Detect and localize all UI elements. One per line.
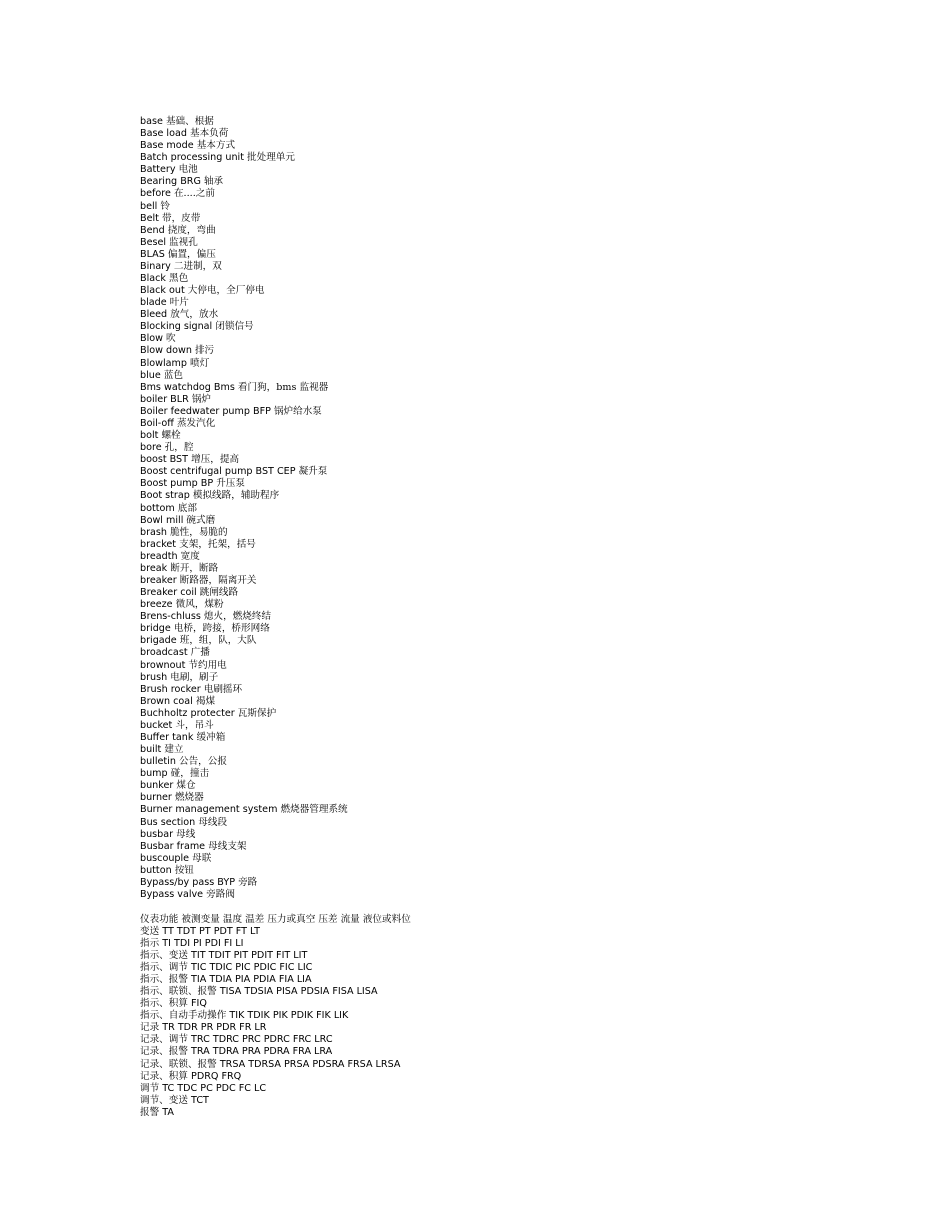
glossary-entry — [140, 575, 920, 587]
glossary-entry — [140, 176, 920, 188]
glossary-entry — [140, 599, 920, 611]
glossary-entry — [140, 430, 920, 442]
glossary-term: blade — [140, 297, 167, 309]
instrument-function: 指示、积算 — [140, 998, 188, 1010]
glossary-entry — [140, 877, 920, 889]
glossary-term: Bus section — [140, 816, 196, 828]
document-page — [140, 116, 920, 1119]
glossary-term: before — [140, 188, 171, 200]
instrument-codes: TI TDI PI PDI FI LI — [162, 937, 244, 949]
instrument-function: 记录、积算 — [140, 1070, 188, 1082]
glossary-entry — [140, 756, 920, 768]
glossary-term: brigade — [140, 635, 177, 647]
glossary-translation: 轴承 — [203, 176, 224, 188]
glossary-term: Blow — [140, 333, 163, 345]
glossary-entry — [140, 213, 920, 225]
instrument-table-row — [140, 1059, 920, 1071]
glossary-entry — [140, 768, 920, 780]
glossary-entry — [140, 841, 920, 853]
glossary-list — [140, 116, 920, 901]
glossary-entry — [140, 660, 920, 672]
glossary-entry — [140, 418, 920, 430]
instrument-table-row — [140, 1095, 920, 1107]
instrument-table-row — [140, 926, 920, 938]
instrument-function: 指示、自动手动操作 — [140, 1010, 227, 1022]
glossary-term: Breaker coil — [140, 587, 197, 599]
glossary-translation: 宽度 — [180, 550, 200, 562]
glossary-translation: 大停电，全厂停电 — [187, 285, 265, 297]
instrument-function: 报警 — [140, 1106, 160, 1118]
glossary-translation: 燃烧器 — [174, 792, 204, 804]
glossary-translation: 锅炉给水泵 — [273, 405, 322, 417]
glossary-term: Boiler feedwater pump BFP — [140, 405, 271, 417]
glossary-entry — [140, 539, 920, 551]
glossary-translation: 孔，腔 — [164, 442, 194, 454]
instrument-codes: TT TDT PT PDT FT LT — [162, 925, 260, 937]
glossary-term: Blocking signal — [140, 321, 213, 333]
glossary-term: Bowl mill — [140, 514, 184, 526]
glossary-translation: 闭锁信号 — [215, 321, 254, 333]
instrument-codes: TRSA TDRSA PRSA PDSRA FRSA LRSA — [219, 1058, 401, 1070]
glossary-entry — [140, 164, 920, 176]
instrument-function: 变送 — [140, 925, 160, 937]
glossary-term: Binary — [140, 260, 171, 272]
glossary-entry — [140, 297, 920, 309]
glossary-translation: 二进制，双 — [173, 260, 222, 272]
glossary-entry — [140, 732, 920, 744]
glossary-term: Besel — [140, 236, 167, 248]
glossary-translation: 公告，公报 — [178, 756, 227, 768]
glossary-translation: 基本负荷 — [189, 128, 229, 140]
instrument-function: 指示、变送 — [140, 949, 188, 961]
glossary-entry — [140, 647, 920, 659]
glossary-entry — [140, 309, 920, 321]
instrument-table-row — [140, 974, 920, 986]
glossary-entry — [140, 672, 920, 684]
glossary-translation: 基础、根据 — [165, 116, 214, 127]
glossary-translation: 缓冲箱 — [196, 731, 226, 743]
glossary-term: bracket — [140, 538, 177, 550]
glossary-term: Bend — [140, 224, 165, 236]
glossary-term: Belt — [140, 212, 159, 224]
glossary-term: broadcast — [140, 647, 188, 659]
glossary-term: Bms watchdog Bms — [140, 381, 235, 393]
glossary-translation: 监视孔 — [169, 236, 198, 248]
instrument-table-row — [140, 1046, 920, 1058]
glossary-term: Batch processing unit — [140, 152, 244, 164]
glossary-translation: 褐煤 — [195, 695, 216, 707]
glossary-term: Black — [140, 273, 166, 285]
instrument-codes: TIK TDIK PIK PDIK FIK LIK — [229, 1010, 349, 1022]
glossary-translation: 升压泵 — [216, 478, 245, 490]
glossary-entry — [140, 853, 920, 865]
glossary-translation: 挠度，弯曲 — [167, 224, 216, 236]
glossary-term: Brush rocker — [140, 683, 201, 695]
glossary-translation: 电池 — [178, 164, 198, 176]
glossary-translation: 黑色 — [169, 273, 189, 285]
glossary-translation: 碗式磨 — [186, 514, 216, 526]
glossary-term: button — [140, 864, 172, 876]
glossary-translation: 基本方式 — [196, 140, 236, 152]
glossary-term: break — [140, 562, 168, 574]
glossary-term: brownout — [140, 659, 186, 671]
glossary-term: Bleed — [140, 309, 168, 321]
instrument-function: 指示 — [140, 937, 160, 949]
glossary-term: Base mode — [140, 140, 194, 152]
glossary-translation: 熄火，燃烧终结 — [203, 611, 272, 623]
glossary-entry — [140, 285, 920, 297]
glossary-translation: 批处理单元 — [247, 152, 295, 164]
section-gap — [140, 901, 920, 914]
glossary-entry — [140, 454, 920, 466]
instrument-table-row — [140, 1022, 920, 1034]
glossary-term: brush — [140, 671, 168, 683]
instrument-function: 记录、调节 — [140, 1034, 188, 1046]
glossary-term: Boil-off — [140, 417, 174, 429]
instrument-codes: TR TDR PR PDR FR LR — [162, 1022, 267, 1034]
glossary-entry — [140, 515, 920, 527]
glossary-translation: 铃 — [160, 200, 170, 212]
glossary-term: blue — [140, 369, 161, 381]
glossary-entry — [140, 321, 920, 333]
glossary-translation: 煤仓 — [176, 780, 196, 792]
instrument-function: 指示、调节 — [140, 961, 188, 973]
instrument-codes: TC TDC PC PDC FC LC — [162, 1082, 267, 1094]
glossary-translation: 脆性，易脆的 — [170, 526, 228, 538]
glossary-entry — [140, 442, 920, 454]
glossary-term: breadth — [140, 550, 178, 562]
glossary-entry — [140, 201, 920, 213]
glossary-entry — [140, 817, 920, 829]
glossary-term: bridge — [140, 623, 171, 635]
instrument-function: 记录、报警 — [140, 1046, 188, 1058]
glossary-entry — [140, 587, 920, 599]
glossary-entry — [140, 563, 920, 575]
instrument-table-row — [140, 1107, 920, 1119]
instrument-table-row — [140, 962, 920, 974]
glossary-term: Blowlamp — [140, 357, 187, 369]
glossary-translation: 跳闸线路 — [199, 587, 239, 599]
glossary-translation: 支架，托架，括号 — [179, 538, 256, 550]
glossary-entry — [140, 358, 920, 370]
glossary-entry — [140, 611, 920, 623]
instrument-codes: TIT TDIT PIT PDIT FIT LIT — [191, 949, 308, 961]
instrument-function: 记录 — [140, 1022, 160, 1034]
glossary-term: busbar — [140, 828, 174, 840]
glossary-entry — [140, 466, 920, 478]
glossary-term: breeze — [140, 599, 173, 611]
glossary-term: Busbar frame — [140, 840, 206, 852]
instrument-table-row — [140, 1010, 920, 1022]
glossary-entry — [140, 128, 920, 140]
glossary-translation: 蒸发汽化 — [176, 417, 216, 429]
glossary-term: Battery — [140, 164, 176, 176]
glossary-translation: 母线支架 — [208, 840, 247, 852]
glossary-entry — [140, 490, 920, 502]
instrument-function: 调节 — [140, 1082, 160, 1094]
glossary-entry — [140, 249, 920, 261]
glossary-entry — [140, 188, 920, 200]
glossary-entry — [140, 140, 920, 152]
instrument-codes: TISA TDSIA PISA PDSIA FISA LISA — [219, 986, 378, 998]
glossary-term: Base load — [140, 128, 187, 140]
glossary-translation: 旁路阀 — [206, 889, 235, 900]
glossary-term: boost BST — [140, 454, 189, 466]
glossary-translation: 电桥，跨接，桥形网络 — [173, 623, 270, 635]
instrument-function: 记录、联锁、报警 — [140, 1058, 217, 1070]
glossary-translation: 模拟线路，辅助程序 — [192, 490, 280, 502]
glossary-translation: 瓦斯保护 — [237, 707, 277, 719]
glossary-translation: 吹 — [166, 333, 176, 345]
glossary-entry — [140, 865, 920, 877]
glossary-translation: 母联 — [192, 852, 212, 864]
glossary-translation: 斗，吊斗 — [175, 719, 214, 731]
instrument-codes: TIA TDIA PIA PDIA FIA LIA — [191, 973, 312, 985]
glossary-term: Buchholtz protecter — [140, 707, 235, 719]
glossary-term: bunker — [140, 780, 174, 792]
glossary-translation: 放气，放水 — [170, 309, 219, 321]
glossary-entry — [140, 708, 920, 720]
glossary-translation: 建立 — [164, 744, 184, 756]
instrument-codes: PDRQ FRQ — [191, 1070, 242, 1082]
glossary-term: burner — [140, 792, 172, 804]
glossary-entry — [140, 261, 920, 273]
glossary-term: bucket — [140, 719, 173, 731]
instrument-function: 调节、变送 — [140, 1094, 188, 1106]
glossary-term: Burner management system — [140, 804, 278, 816]
glossary-translation: 碰，撞击 — [170, 768, 210, 780]
glossary-entry — [140, 720, 920, 732]
instrument-table-row — [140, 998, 920, 1010]
glossary-translation: 燃烧器管理系统 — [280, 804, 348, 816]
glossary-term: built — [140, 744, 162, 756]
glossary-entry — [140, 503, 920, 515]
glossary-term: Blow down — [140, 345, 192, 357]
glossary-entry — [140, 394, 920, 406]
instrument-codes: TA — [162, 1106, 174, 1118]
glossary-entry — [140, 333, 920, 345]
glossary-translation: 断路器，隔离开关 — [179, 574, 257, 586]
instrument-codes: TIC TDIC PIC PDIC FIC LIC — [191, 961, 313, 973]
glossary-entry — [140, 889, 920, 901]
instrument-codes: TCT — [191, 1094, 209, 1106]
glossary-term: bore — [140, 442, 162, 454]
glossary-term: Brown coal — [140, 695, 193, 707]
glossary-translation: 蓝色 — [163, 369, 183, 381]
glossary-entry — [140, 635, 920, 647]
glossary-entry — [140, 478, 920, 490]
glossary-entry — [140, 382, 920, 394]
glossary-translation: 底部 — [177, 502, 197, 514]
glossary-term: Bypass/by pass BYP — [140, 876, 235, 888]
instrument-function: 仪表功能 被测变量 温度 温差 压力或真空 压差 流量 液位或料位 — [140, 913, 411, 925]
glossary-translation: 按钮 — [174, 864, 194, 876]
glossary-entry — [140, 684, 920, 696]
instrument-function: 指示、报警 — [140, 973, 188, 985]
glossary-entry — [140, 696, 920, 708]
instrument-codes: TRC TDRC PRC PDRC FRC LRC — [191, 1034, 333, 1046]
glossary-translation: 节约用电 — [188, 659, 227, 671]
glossary-entry — [140, 780, 920, 792]
glossary-entry — [140, 623, 920, 635]
glossary-entry — [140, 804, 920, 816]
glossary-term: Black out — [140, 285, 185, 297]
glossary-entry — [140, 527, 920, 539]
glossary-term: brash — [140, 526, 167, 538]
glossary-translation: 断开，断路 — [170, 562, 219, 574]
glossary-term: bolt — [140, 430, 159, 442]
glossary-entry — [140, 551, 920, 563]
glossary-term: Boot strap — [140, 490, 190, 502]
glossary-entry — [140, 829, 920, 841]
glossary-translation: 增压，提高 — [191, 454, 240, 466]
glossary-translation: 微风，煤粉 — [175, 599, 224, 611]
instrument-table-row — [140, 1071, 920, 1083]
glossary-term: buscouple — [140, 852, 190, 864]
glossary-translation: 看门狗，bms 监视器 — [237, 381, 329, 393]
instrument-table-header — [140, 914, 920, 926]
glossary-entry — [140, 116, 920, 128]
glossary-translation: 母线 — [176, 828, 196, 840]
glossary-entry — [140, 792, 920, 804]
glossary-term: breaker — [140, 574, 177, 586]
glossary-term: Brens-chluss — [140, 611, 201, 623]
instrument-table-row — [140, 1083, 920, 1095]
glossary-term: bottom — [140, 502, 175, 514]
glossary-translation: 偏置，偏压 — [167, 248, 216, 260]
glossary-entry — [140, 744, 920, 756]
instrument-function: 指示、联锁、报警 — [140, 986, 217, 998]
glossary-entry — [140, 237, 920, 249]
glossary-translation: 喷灯 — [190, 357, 210, 369]
glossary-translation: 广播 — [190, 647, 210, 659]
instrument-table-row — [140, 1034, 920, 1046]
glossary-translation: 旁路 — [238, 876, 258, 888]
glossary-translation: 螺栓 — [161, 430, 181, 442]
glossary-translation: 锅炉 — [191, 393, 212, 405]
glossary-translation: 凝升泵 — [298, 466, 328, 478]
glossary-term: bump — [140, 768, 168, 780]
glossary-entry — [140, 273, 920, 285]
glossary-term: Buffer tank — [140, 731, 194, 743]
instrument-table-row — [140, 938, 920, 950]
glossary-translation: 叶片 — [169, 297, 189, 309]
instrument-table-row — [140, 950, 920, 962]
glossary-translation: 母线段 — [198, 816, 228, 828]
glossary-term: bulletin — [140, 756, 176, 768]
glossary-term: boiler BLR — [140, 393, 189, 405]
glossary-term: bell — [140, 200, 158, 212]
glossary-translation: 带，皮带 — [161, 212, 201, 224]
glossary-translation: 班，组，队，大队 — [179, 635, 257, 647]
glossary-entry — [140, 152, 920, 164]
glossary-term: Bypass valve — [140, 889, 204, 900]
glossary-term: base — [140, 116, 163, 127]
glossary-translation: 排污 — [194, 345, 215, 357]
glossary-translation: 电刷摇环 — [203, 683, 243, 695]
glossary-term: Boost centrifugal pump BST CEP — [140, 466, 296, 478]
glossary-term: BLAS — [140, 248, 165, 260]
glossary-entry — [140, 345, 920, 357]
glossary-entry — [140, 406, 920, 418]
glossary-entry — [140, 225, 920, 237]
glossary-term: Boost pump BP — [140, 478, 214, 490]
glossary-translation: 电刷，刷子 — [170, 671, 219, 683]
instrument-table — [140, 914, 920, 1119]
instrument-table-row — [140, 986, 920, 998]
glossary-translation: 在....之前 — [173, 188, 215, 200]
instrument-codes: FIQ — [191, 998, 207, 1010]
glossary-term: Bearing BRG — [140, 176, 201, 188]
glossary-entry — [140, 370, 920, 382]
instrument-codes: TRA TDRA PRA PDRA FRA LRA — [191, 1046, 333, 1058]
